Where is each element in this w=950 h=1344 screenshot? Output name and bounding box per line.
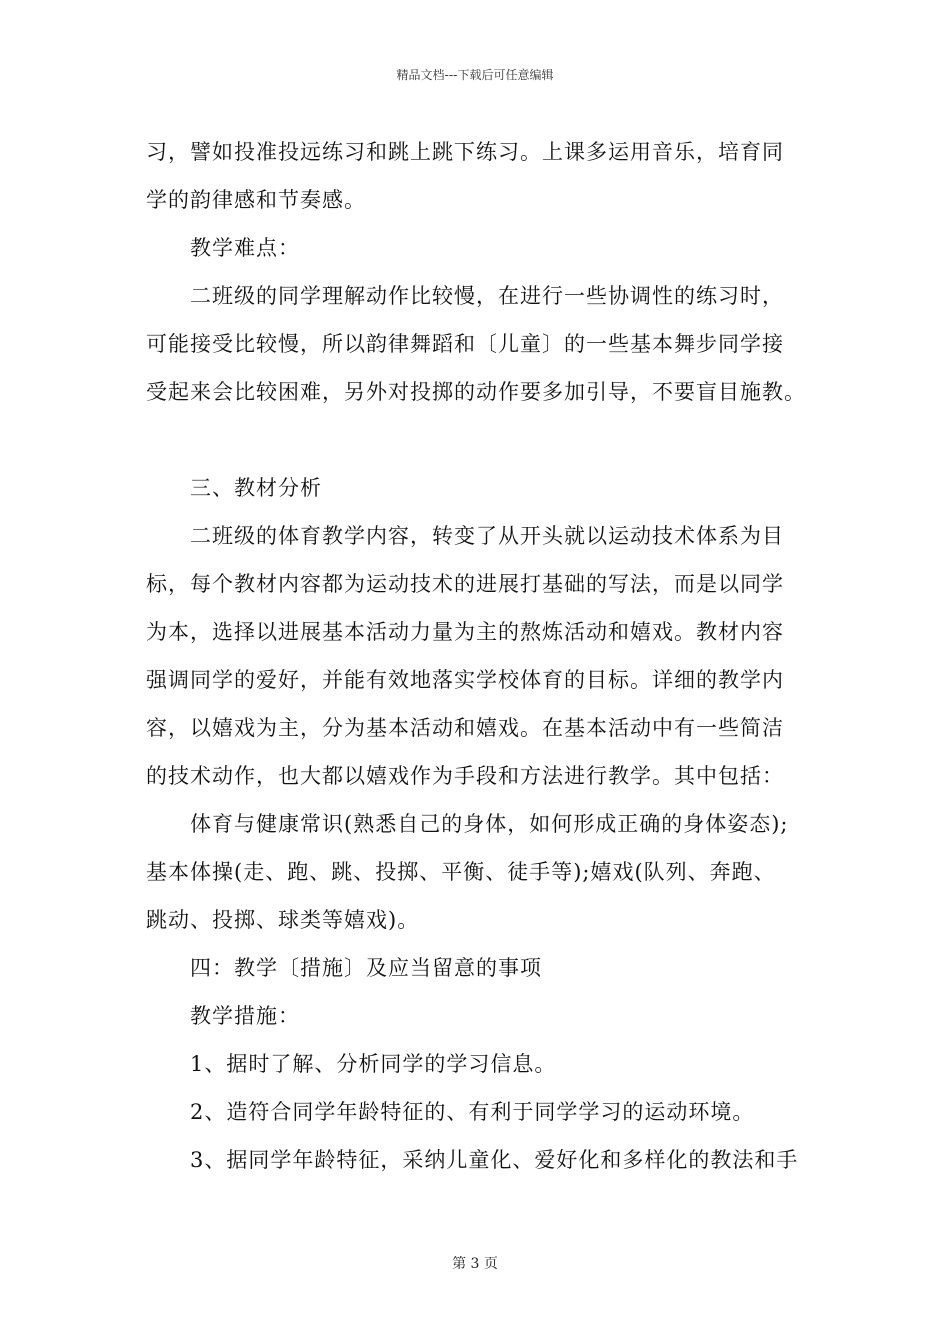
document-body	[146, 128, 836, 1184]
paragraph-line: 容，以嬉戏为主，分为基本活动和嬉戏。在基本活动中有一些简洁	[146, 716, 784, 740]
list-item: 3、据同学年龄特征，采纳儿童化、爱好化和多样化的教法和手	[190, 1148, 799, 1172]
paragraph-line: 受起来会比较困难，另外对投掷的动作要多加引导，不要盲目施教。	[146, 380, 806, 404]
section-heading: 四：教学〔措施〕及应当留意的事项	[190, 956, 542, 980]
paragraph-line: 体育与健康常识(熟悉自己的身体，如何形成正确的身体姿态);	[190, 812, 789, 836]
paragraph-line: 跳动、投掷、球类等嬉戏)。	[146, 908, 420, 932]
paragraph-line: 可能接受比较慢，所以韵律舞蹈和〔儿童〕的一些基本舞步同学接	[146, 332, 784, 356]
section-heading: 三、教材分析	[190, 476, 322, 500]
paragraph-line: 标，每个教材内容都为运动技术的进展打基础的写法，而是以同学	[146, 572, 784, 596]
paragraph-line: 基本体操(走、跑、跳、投掷、平衡、徒手等);嬉戏(队列、奔跑、	[146, 860, 776, 884]
page-header: 精品文档---下载后可任意编辑	[396, 68, 554, 82]
list-item: 2、造符合同学年龄特征的、有利于同学学习的运动环境。	[190, 1100, 755, 1124]
section-heading: 教学措施：	[190, 1004, 300, 1028]
page-number: 第 3 页	[452, 1256, 498, 1272]
section-heading: 教学难点：	[190, 236, 300, 260]
paragraph-line: 强调同学的爱好，并能有效地落实学校体育的目标。详细的教学内	[146, 668, 784, 692]
list-item: 1、据时了解、分析同学的学习信息。	[190, 1052, 557, 1076]
paragraph-line: 学的韵律感和节奏感。	[146, 188, 366, 212]
blank-line	[146, 416, 836, 464]
paragraph-line: 二班级的体育教学内容，转变了从开头就以运动技术体系为目	[190, 524, 784, 548]
paragraph-line: 习，譬如投准投远练习和跳上跳下练习。上课多运用音乐，培育同	[146, 140, 784, 164]
paragraph-line: 的技术动作，也大都以嬉戏作为手段和方法进行教学。其中包括：	[146, 764, 784, 788]
paragraph-line: 为本，选择以进展基本活动力量为主的熬炼活动和嬉戏。教材内容	[146, 620, 784, 644]
paragraph-line: 二班级的同学理解动作比较慢，在进行一些协调性的练习时，	[190, 284, 784, 308]
